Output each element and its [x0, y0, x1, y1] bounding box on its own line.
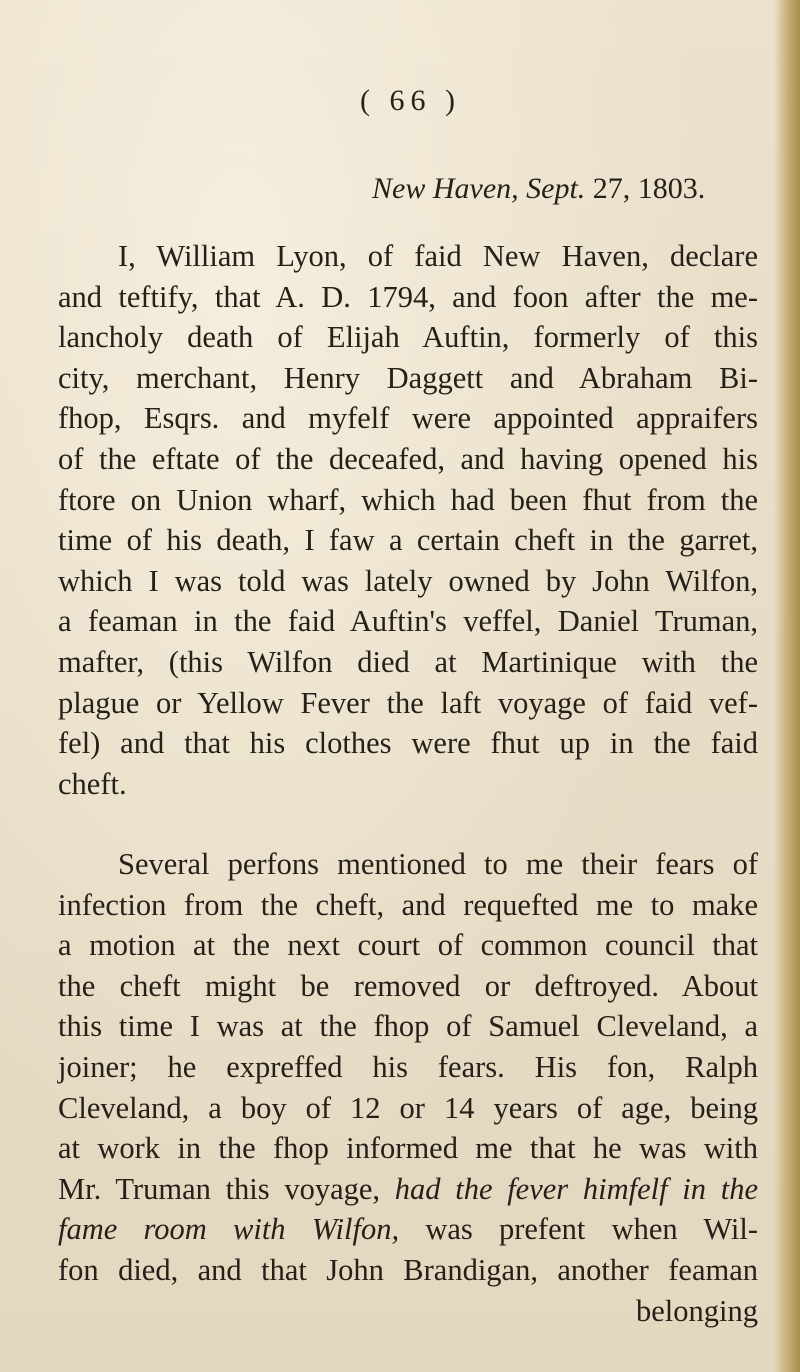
dateline-place: New Haven, Sept.: [372, 172, 586, 205]
page-number: ( 66 ): [360, 84, 461, 117]
text-line: and teftify, that A. D. 1794, and foon after the me-: [58, 279, 758, 314]
paragraph-1: [58, 236, 758, 804]
text-line: infection from the cheft, and requefted me to make: [58, 887, 758, 922]
text-line-mixed: [58, 1169, 758, 1210]
text-line: I, William Lyon, of faid New Haven, declare: [118, 239, 758, 273]
text-line: cheft.: [58, 766, 127, 801]
text-line: fon died, and that John Brandigan, another feaman: [58, 1252, 758, 1287]
dateline: [372, 172, 752, 206]
italic-run: had the fever himfelf in the: [394, 1171, 758, 1206]
text-line: fhop, Esqrs. and myfelf were appointed appraifers: [58, 401, 758, 436]
text-line: plague or Yellow Fever the laft voyage of faid vef-: [58, 685, 758, 720]
text-line: city, merchant, Henry Daggett and Abraham Bi-: [58, 360, 758, 395]
paragraph-2: [58, 844, 758, 1331]
text-line: ftore on Union wharf, which had been fhut from the: [58, 482, 758, 517]
text-run: Mr. Truman this voyage,: [58, 1171, 381, 1206]
text-line: Cleveland, a boy of 12 or 14 years of age, being: [58, 1090, 758, 1125]
text-line: of the eftate of the deceafed, and having opened his: [58, 441, 758, 476]
dateline-date: 27, 1803.: [592, 172, 706, 205]
text-line: Several perfons mentioned to me their fears of: [118, 847, 758, 881]
text-line: at work in the fhop informed me that he was with: [58, 1131, 758, 1166]
text-line: mafter, (this Wilfon died at Martinique with the: [58, 644, 758, 679]
text-line: a motion at the next court of common council that: [58, 928, 758, 963]
catchword: belonging: [636, 1293, 758, 1328]
text-line: joiner; he expreffed his fears. His fon, Ralph: [58, 1049, 758, 1084]
page-edge: [774, 0, 800, 1372]
text-line: time of his death, I faw a certain cheft in the garret,: [58, 523, 758, 558]
italic-run: fame room with Wilfon,: [58, 1212, 400, 1247]
text-line: lancholy death of Elijah Auftin, formerly of this: [58, 320, 758, 355]
text-line: fel) and that his clothes were fhut up in the faid: [58, 726, 758, 761]
text-line-mixed: [58, 1209, 758, 1250]
text-line: this time I was at the fhop of Samuel Cleveland, a: [58, 1009, 758, 1044]
text-line: a feaman in the faid Auftin's veffel, Daniel Truman,: [58, 604, 758, 639]
text-line: the cheft might be removed or deftroyed. About: [58, 968, 758, 1003]
text-line: which I was told was lately owned by John Wilfon,: [58, 563, 758, 598]
text-run: was prefent when Wil-: [425, 1212, 758, 1247]
